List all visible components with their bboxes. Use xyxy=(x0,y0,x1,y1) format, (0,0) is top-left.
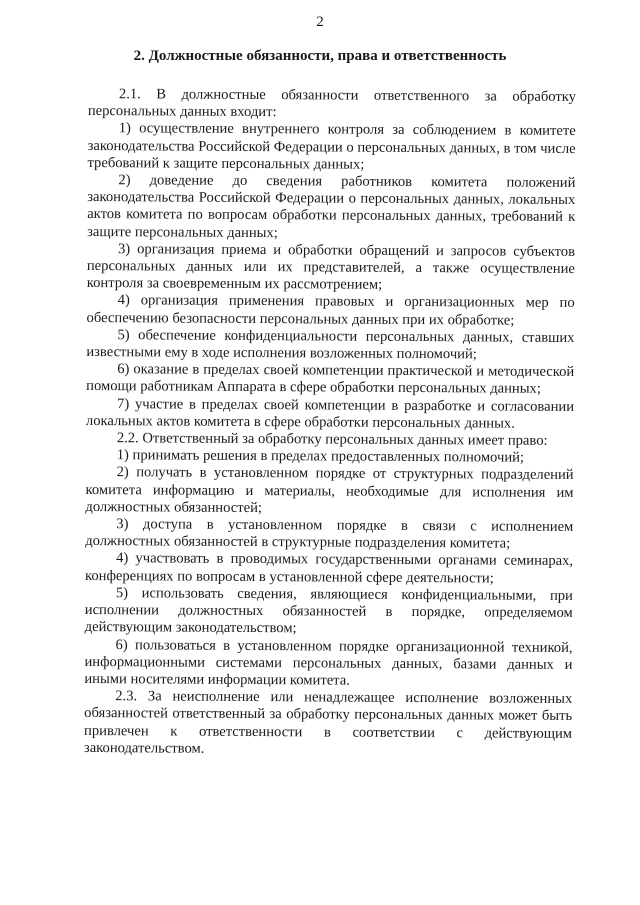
paragraph-2-1: 2.1. В должностные обязанности ответственного за обработку персональных данных входит: xyxy=(87,86,576,121)
list-item: 3) доступа в установленном порядке в связи с исполнением должностных обязанностей в структурные подразделения комитета; xyxy=(85,516,574,552)
list-item: 6) оказание в пределах своей компетенции практической и методической помощи работникам Аппарата в сфере обработки персональных данных; xyxy=(86,361,575,398)
list-item: 6) пользоваться в установленном порядке организационной техникой, информационными системами персональных данных, базами данных и иными носителями информации комитета. xyxy=(84,636,573,689)
document-body xyxy=(84,86,576,760)
list-item: 5) использовать сведения, являющиеся конфиденциальными, при исполнении должностных обязанностей в порядке, определяемом действующим законодательством; xyxy=(84,585,573,637)
list-item: 5) обеспечение конфиденциальности персональных данных, ставших известными ему в ходе исполнения возложенных полномочий; xyxy=(86,327,575,363)
list-item: 7) участие в пределах своей компетенции в разработке и согласовании локальных актов комитета в сфере обработки персональных данных. xyxy=(85,395,575,432)
section-heading: 2. Должностные обязанности, права и ответственность xyxy=(133,48,507,64)
paragraph-2-3: 2.3. За неисполнение или ненадлежащее исполнение возложенных обязанностей ответственный за обработку персональных данных может быть привлечен к ответственности в соответствии с действующим законодательством. xyxy=(83,688,573,757)
list-item: 1) принимать решения в пределах предоставленных полномочий; xyxy=(116,447,525,466)
list-item: 3) организация приема и обработки обращений и запросов субъектов персональных данных или их представителей, а также осуществление контроля за своевременным их рассмотрением; xyxy=(86,241,576,294)
list-item: 4) участвовать в проводимых государственными органами семинарах, конференциях по вопросам в установленной сфере деятельности; xyxy=(84,550,574,587)
list-item: 2) получать в установленном порядке от структурных подразделений комитета информацию и материалы, необходимые для исполнения им должностных обязанностей; xyxy=(85,464,574,516)
list-item: 1) осуществление внутреннего контроля за соблюдением в комитете законодательства Российской Федерации о персональных данных, в том числе требований к защите персональных данных; xyxy=(87,120,576,173)
paragraph-2-2: 2.2. Ответственный за обработку персональных данных имеет право: xyxy=(116,430,548,449)
list-item: 4) организация применения правовых и организационных мер по обеспечению безопасности персональных данных при их обработке; xyxy=(86,292,575,329)
list-item: 2) доведение до сведения работников комитета положений законодательства Российской Федерации о персональных данных, локальных актов комитета по вопросам обработки персональных данных, требований к защите персональных данных; xyxy=(87,172,576,241)
page-number: 2 xyxy=(316,14,324,30)
